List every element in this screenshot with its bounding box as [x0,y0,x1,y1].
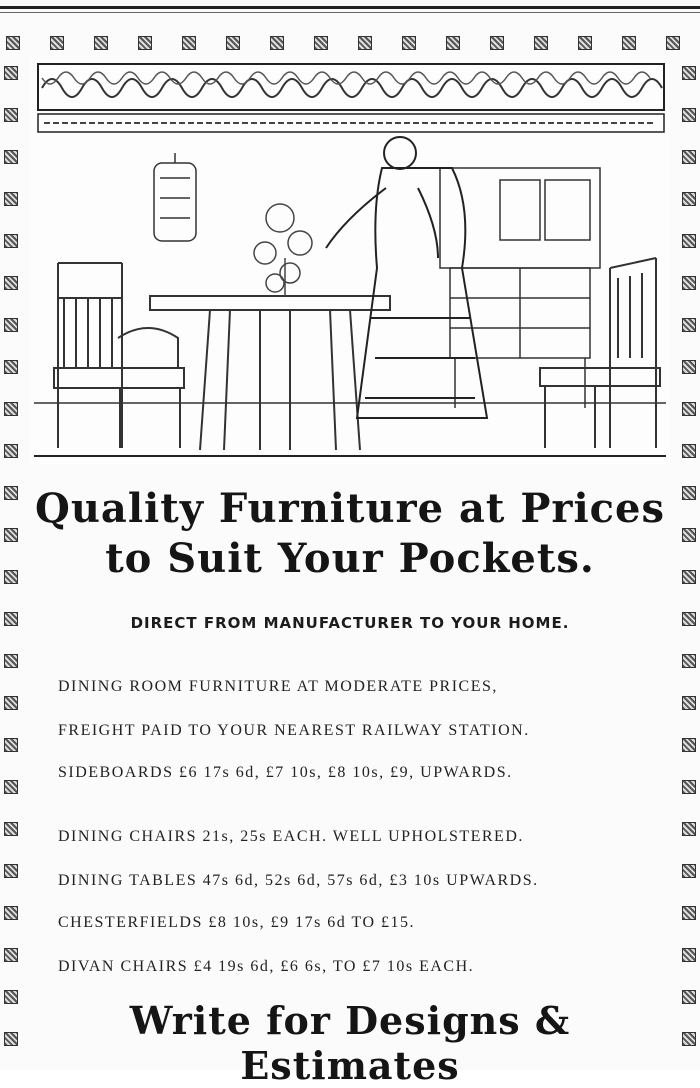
border-square-ornament [682,444,696,458]
border-square-ornament [4,486,18,500]
detail-line: DINING ROOM FURNITURE AT MODERATE PRICES, [58,678,498,695]
border-square-ornament [682,486,696,500]
border-square-ornament [358,36,372,50]
border-square-ornament [682,990,696,1004]
border-square-ornament [4,822,18,836]
border-square-ornament [4,1032,18,1046]
detail-line: FREIGHT PAID TO YOUR NEAREST RAILWAY STATION. [58,722,530,739]
border-square-ornament [534,36,548,50]
border-square-ornament [4,654,18,668]
border-square-ornament [270,36,284,50]
border-square-ornament [682,234,696,248]
border-square-ornament [666,36,680,50]
border-square-ornament [4,738,18,752]
detail-line: DINING CHAIRS 21s, 25s EACH. WELL UPHOLSTERED. [58,828,524,845]
border-square-ornament [682,570,696,584]
border-square-ornament [682,906,696,920]
border-square-ornament [314,36,328,50]
border-square-ornament [4,444,18,458]
border-square-ornament [4,528,18,542]
border-square-ornament [578,36,592,50]
border-square-ornament [4,990,18,1004]
detail-line: CHESTERFIELDS £8 10s, £9 17s 6d TO £15. [58,914,416,931]
border-square-ornament [4,948,18,962]
border-square-ornament [682,318,696,332]
border-square-ornament [4,570,18,584]
border-square-ornament [682,864,696,878]
top-rule-thin [0,12,700,13]
decorative-border-right [678,58,700,1070]
border-square-ornament [682,66,696,80]
border-square-ornament [4,906,18,920]
border-square-ornament [4,360,18,374]
border-square-ornament [94,36,108,50]
border-square-ornament [682,780,696,794]
border-square-ornament [682,1032,696,1046]
border-square-ornament [682,654,696,668]
detail-line: DIVAN CHAIRS £4 19s 6d, £6 6s, TO £7 10s EACH. [58,958,475,975]
border-square-ornament [138,36,152,50]
border-square-ornament [682,402,696,416]
border-square-ornament [682,696,696,710]
border-square-ornament [682,612,696,626]
dining-room-illustration [30,58,670,464]
border-square-ornament [182,36,196,50]
decorative-border-top [0,30,700,58]
decorative-border-left [0,58,22,1070]
border-square-ornament [682,822,696,836]
detail-line: SIDEBOARDS £6 17s 6d, £7 10s, £8 10s, £9, UPWARDS. [58,764,513,781]
border-square-ornament [4,108,18,122]
headline-line-1: Quality Furniture at Prices [34,485,665,532]
top-rule [0,6,700,9]
border-square-ornament [402,36,416,50]
border-square-ornament [6,36,20,50]
border-square-ornament [682,108,696,122]
border-square-ornament [4,150,18,164]
border-square-ornament [682,276,696,290]
border-square-ornament [682,192,696,206]
border-square-ornament [4,318,18,332]
border-square-ornament [622,36,636,50]
border-square-ornament [50,36,64,50]
border-square-ornament [4,780,18,794]
subheading: DIRECT FROM MANUFACTURER TO YOUR HOME. [130,614,570,632]
border-square-ornament [682,528,696,542]
border-square-ornament [4,66,18,80]
border-square-ornament [682,948,696,962]
border-square-ornament [682,738,696,752]
border-square-ornament [4,234,18,248]
border-square-ornament [4,276,18,290]
headline [30,484,670,584]
border-square-ornament [4,402,18,416]
border-square-ornament [4,192,18,206]
border-square-ornament [4,696,18,710]
border-square-ornament [490,36,504,50]
headline-line-2: to Suit Your Pockets. [105,535,595,582]
border-square-ornament [446,36,460,50]
footer-call-to-action: Write for Designs & Estimates [129,998,571,1088]
border-square-ornament [682,360,696,374]
border-square-ornament [226,36,240,50]
detail-line: DINING TABLES 47s 6d, 52s 6d, 57s 6d, £3 10s UPWARDS. [58,872,539,889]
border-square-ornament [4,864,18,878]
border-square-ornament [682,150,696,164]
border-square-ornament [4,612,18,626]
